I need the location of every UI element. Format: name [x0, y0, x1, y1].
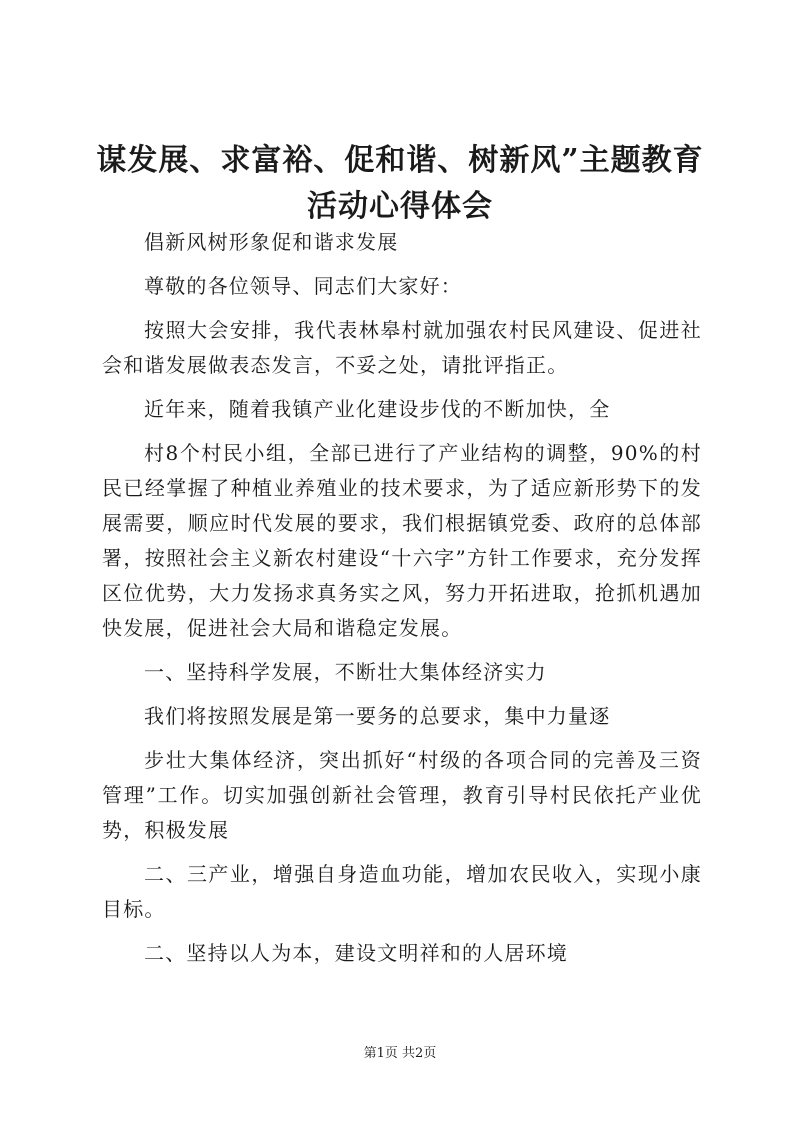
paragraph: 我们将按照发展是第一要务的总要求，集中力量逐	[144, 704, 611, 728]
document-title	[60, 138, 740, 230]
section-heading: 二、坚持以人为本，建设文明祥和的人居环境	[144, 941, 568, 965]
paragraph: 二、三产业，增强自身造血功能，增加农民收入，实现小康目标。	[102, 862, 702, 921]
paragraph: 按照大会安排，我代表林皋村就加强农村民风建设、促进社会和谐发展做表态发言，不妥之处，请批评指正。	[102, 318, 702, 377]
paragraph: 村8个村民小组，全部已进行了产业结构的调整，90%的村民已经掌握了种植业养殖业的技术要求，为了适应新形势下的发展需要，顺应时代发展的要求，我们根据镇党委、政府的总体部署，按照社会主义新农村建设“十六字”方针工作要求，充分发挥区位优势，大力发扬求真务实之风，努力开拓进取，抢抓机遇加快发展，促进社会大局和谐稳定发展。	[102, 441, 702, 640]
paragraph: 近年来，随着我镇产业化建设步伐的不断加快，全	[144, 397, 611, 421]
section-heading: 一、坚持科学发展，不断壮大集体经济实力	[144, 660, 547, 684]
paragraph-greeting: 尊敬的各位领导、同志们大家好：	[144, 274, 462, 298]
title-line-1: 谋发展、求富裕、促和谐、树新风”主题教育	[96, 143, 704, 178]
title-line-2: 活动心得体会	[307, 189, 493, 224]
paragraph-subtitle: 倡新风树形象促和谐求发展	[144, 230, 399, 254]
page-footer: 第1页 共2页	[363, 1046, 437, 1061]
document-body	[102, 225, 702, 971]
paragraph: 步壮大集体经济，突出抓好“村级的各项合同的完善及三资管理”工作。切实加强创新社会管理，教育引导村民依托产业优势，积极发展	[102, 748, 702, 842]
